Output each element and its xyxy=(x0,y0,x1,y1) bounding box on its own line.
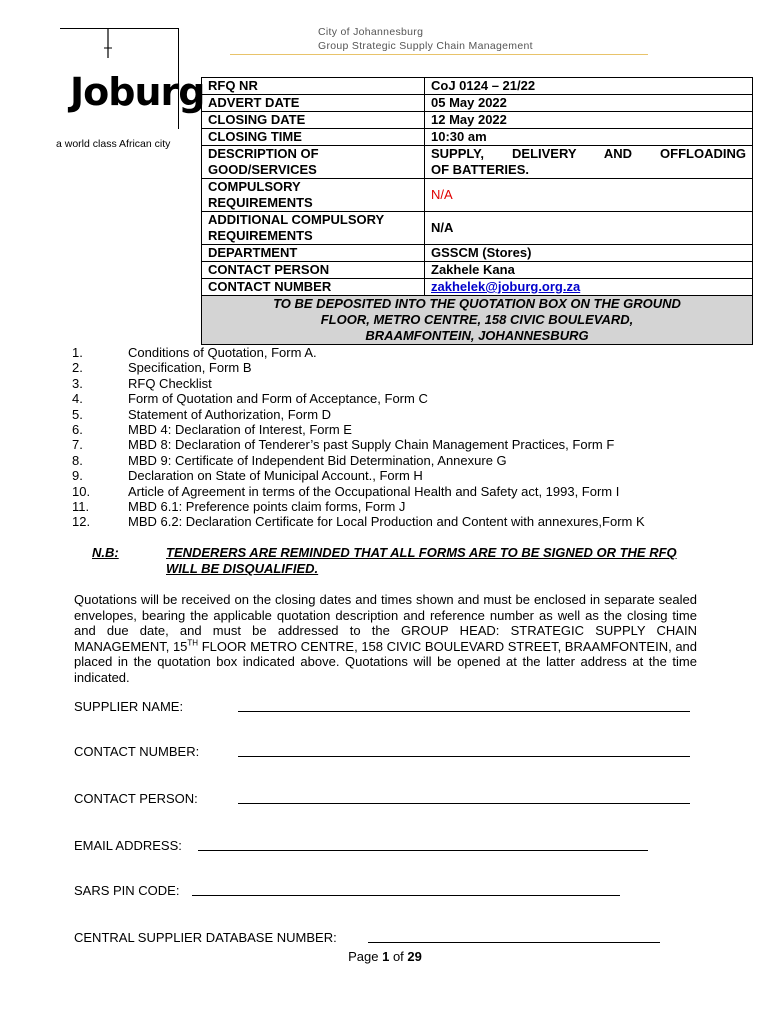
rfq-nr-label: RFQ NR xyxy=(202,78,425,95)
department-label: DEPARTMENT xyxy=(202,245,425,262)
advert-date-label: ADVERT DATE xyxy=(202,95,425,112)
deposit-line2: FLOOR, METRO CENTRE, 158 CIVIC BOULEVARD, xyxy=(320,312,634,327)
list-item-text: MBD 6.1: Preference points claim forms, Form J xyxy=(128,499,406,515)
description-value xyxy=(425,146,753,179)
of-word: of xyxy=(392,949,404,964)
field-label: CENTRAL SUPPLIER DATABASE NUMBER: xyxy=(74,930,337,945)
sars-pin-field[interactable] xyxy=(74,883,694,899)
list-item-text: RFQ Checklist xyxy=(128,375,212,391)
supplier-name-field[interactable] xyxy=(74,699,694,715)
logo-wordmark: Joburg xyxy=(70,70,205,114)
list-item xyxy=(72,391,752,406)
field-line[interactable] xyxy=(238,711,690,712)
additional-requirements-value: N/A xyxy=(425,212,753,245)
description-value-line1: SUPPLY, DELIVERY AND OFFLOADING xyxy=(431,146,746,161)
csd-number-field[interactable] xyxy=(74,930,694,946)
table-row xyxy=(202,262,753,279)
table-row xyxy=(202,95,753,112)
list-item-text: MBD 8: Declaration of Tenderer’s past Supply Chain Management Practices, Form F xyxy=(128,437,615,453)
total-pages: 29 xyxy=(407,949,422,964)
list-item-number: 11. xyxy=(72,499,90,515)
table-row xyxy=(202,279,753,296)
contact-email-link[interactable]: zakhelek@joburg.org.za xyxy=(431,279,581,294)
compulsory-requirements-value: N/A xyxy=(425,179,753,212)
page-word: Page xyxy=(348,949,379,964)
instructions-superscript: TH xyxy=(187,638,199,648)
list-item-text: Article of Agreement in terms of the Occupational Health and Safety act, 1993, Form I xyxy=(128,483,620,499)
deposit-line1: TO BE DEPOSITED INTO THE QUOTATION BOX ON THE GROUND xyxy=(273,296,681,311)
list-item xyxy=(72,437,752,452)
nb-text: TENDERERS ARE REMINDED THAT ALL FORMS ARE TO BE SIGNED OR THE RFQ WILL BE DISQUALIFIED. xyxy=(166,545,677,576)
field-line[interactable] xyxy=(192,895,620,896)
closing-time-label: CLOSING TIME xyxy=(202,129,425,146)
compulsory-label-line1: COMPULSORY xyxy=(208,179,301,194)
closing-date-value: 12 May 2022 xyxy=(425,112,753,129)
field-label: CONTACT PERSON: xyxy=(74,791,198,806)
list-item-number: 6. xyxy=(72,422,83,438)
list-item-number: 4. xyxy=(72,391,83,407)
contact-person-field[interactable] xyxy=(74,791,694,807)
field-label: CONTACT NUMBER: xyxy=(74,744,200,759)
compulsory-label-line2: REQUIREMENTS xyxy=(208,195,313,210)
list-item-text: Specification, Form B xyxy=(128,360,252,376)
list-item-text: MBD 6.2: Declaration Certificate for Local Production and Content with annexures,Form K xyxy=(128,514,645,530)
additional-label-line1: ADDITIONAL COMPULSORY xyxy=(208,212,385,227)
list-item xyxy=(72,484,752,499)
description-label: DESCRIPTION OF GOOD/SERVICES xyxy=(202,146,425,179)
field-line[interactable] xyxy=(198,850,648,851)
list-item-number: 12. xyxy=(72,514,91,530)
required-forms-list xyxy=(72,345,752,530)
list-item-number: 1. xyxy=(72,345,83,360)
document-header xyxy=(318,25,558,53)
rfq-nr-value: CoJ 0124 – 21/22 xyxy=(425,78,753,95)
nb-label: N.B: xyxy=(92,545,119,560)
table-row xyxy=(202,78,753,95)
submission-instructions xyxy=(74,592,697,686)
list-item-text: MBD 9: Certificate of Independent Bid Determination, Annexure G xyxy=(128,452,507,468)
header-divider xyxy=(230,54,648,55)
list-item-number: 9. xyxy=(72,468,83,484)
closing-date-label: CLOSING DATE xyxy=(202,112,425,129)
contact-number-label: CONTACT NUMBER xyxy=(202,279,425,296)
list-item-number: 3. xyxy=(72,375,83,391)
rfq-details-table xyxy=(201,77,753,345)
table-row xyxy=(202,212,753,245)
additional-label-line2: REQUIREMENTS xyxy=(208,228,313,243)
list-item xyxy=(72,514,752,529)
additional-requirements-label xyxy=(202,212,425,245)
field-label: SARS PIN CODE: xyxy=(74,883,180,898)
deposit-line3: BRAAMFONTEIN, JOHANNESBURG xyxy=(365,328,589,343)
instructions-part2: FLOOR METRO CENTRE, 158 CIVIC BOULEVARD STREET, BRAAMFONTEIN, and placed in the quotation box indicated above. Quotations will be opened at the latter address at the time indicated. xyxy=(74,638,698,685)
list-item xyxy=(72,499,752,514)
field-label: SUPPLIER NAME: xyxy=(74,699,184,714)
logo-tagline: a world class African city xyxy=(56,138,171,150)
contact-person-value: Zakhele Kana xyxy=(425,262,753,279)
table-row xyxy=(202,245,753,262)
table-row xyxy=(202,179,753,212)
field-label: EMAIL ADDRESS: xyxy=(74,838,182,853)
description-value-line2: OF BATTERIES. xyxy=(431,162,529,177)
email-address-field[interactable] xyxy=(74,838,694,854)
list-item-text: Statement of Authorization, Form D xyxy=(128,406,332,422)
instructions-part1: Quotations will be received on the closing dates and times shown and must be enclosed in separate sealed envelopes, bearing the applicable quotation description and reference number as well as the closing time and due date, and must be addressed to the GROUP HEAD: STRATEGIC SUPPLY CHAIN MANAGEMENT, 15 xyxy=(74,592,697,654)
advert-date-value: 05 May 2022 xyxy=(425,95,753,112)
list-item xyxy=(72,453,752,468)
header-city: City of Johannesburg xyxy=(318,26,424,38)
list-item-number: 7. xyxy=(72,437,83,453)
list-item xyxy=(72,376,752,391)
list-item-number: 8. xyxy=(72,452,83,468)
field-line[interactable] xyxy=(238,756,690,757)
logo-tower-icon xyxy=(98,28,118,58)
table-row xyxy=(202,129,753,146)
page-number xyxy=(0,949,770,964)
list-item-text: MBD 4: Declaration of Interest, Form E xyxy=(128,422,352,438)
contact-person-label: CONTACT PERSON xyxy=(202,262,425,279)
table-row xyxy=(202,146,753,179)
compulsory-requirements-label xyxy=(202,179,425,212)
field-line[interactable] xyxy=(238,803,690,804)
list-item-text: Conditions of Quotation, Form A. xyxy=(128,345,317,360)
list-item-text: Form of Quotation and Form of Acceptance, Form C xyxy=(128,391,428,407)
department-value: GSSCM (Stores) xyxy=(425,245,753,262)
list-item-text: Declaration on State of Municipal Account., Form H xyxy=(128,468,423,484)
list-item xyxy=(72,407,752,422)
closing-time-value: 10:30 am xyxy=(425,129,753,146)
contact-email-cell xyxy=(425,279,753,296)
table-row xyxy=(202,296,753,345)
current-page: 1 xyxy=(382,949,390,964)
table-row xyxy=(202,112,753,129)
header-department: Group Strategic Supply Chain Management xyxy=(318,40,533,52)
list-item-number: 10. xyxy=(72,483,91,499)
list-item-number: 2. xyxy=(72,360,83,376)
list-item xyxy=(72,360,752,375)
contact-number-field[interactable] xyxy=(74,744,694,760)
field-line[interactable] xyxy=(368,942,660,943)
list-item-number: 5. xyxy=(72,406,83,422)
list-item xyxy=(72,422,752,437)
deposit-instructions xyxy=(202,296,753,345)
list-item xyxy=(72,345,752,360)
list-item xyxy=(72,468,752,483)
